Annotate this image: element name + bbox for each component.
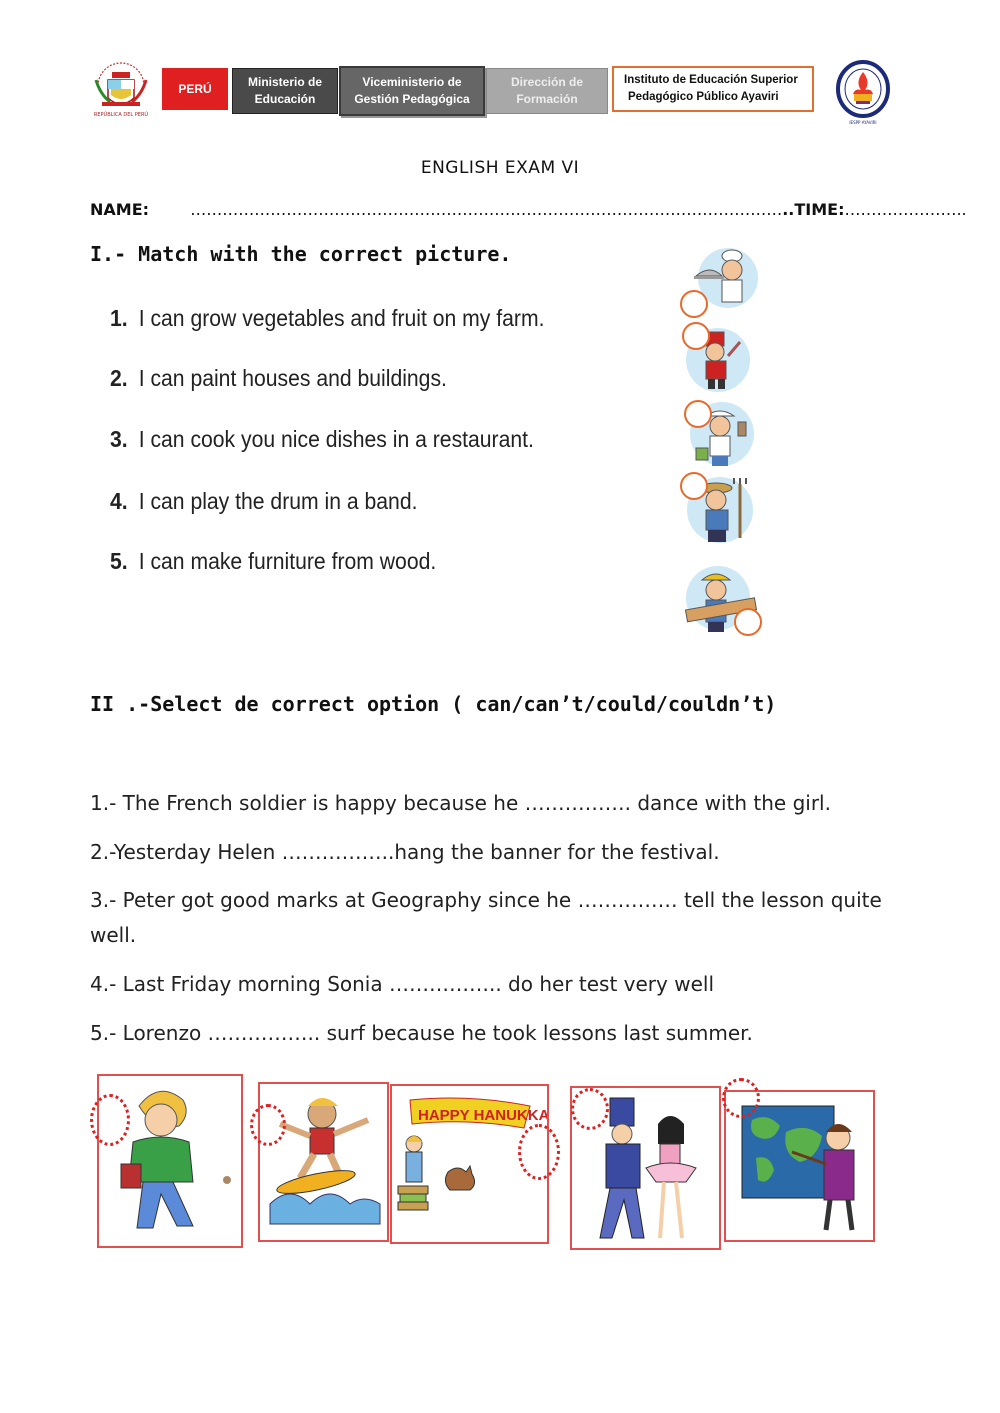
match-item-text: I can make furniture from wood. [138, 548, 437, 574]
answer-circle[interactable] [734, 608, 762, 636]
instituto-box [612, 66, 814, 112]
answer-circle[interactable] [684, 400, 712, 428]
answer-circle[interactable] [722, 1078, 760, 1118]
section2-heading: II .-Select de correct option ( can/can’t/could/couldn’t) [90, 692, 777, 716]
banner-text: HAPPY HANUKKA [418, 1107, 547, 1124]
question: 3.- Peter got good marks at Geography since he …………… tell the lesson quite well. [90, 888, 882, 947]
surfer-picture [258, 1082, 389, 1242]
ministerio-label: Ministerio de Educación [232, 68, 338, 114]
question: 2.-Yesterday Helen ……………..hang the banner for the festival. [90, 840, 720, 864]
match-item-text: I can play the drum in a band. [138, 488, 418, 514]
answer-circle[interactable] [518, 1124, 560, 1180]
answer-circle[interactable] [90, 1094, 130, 1146]
match-item-number: 3. [110, 426, 128, 452]
match-item-text: I can paint houses and buildings. [138, 365, 447, 391]
name-field[interactable]: ………………………………………………………………………………………………… [190, 200, 783, 219]
viceministerio-label: Viceministerio de Gestión Pedagógica [339, 66, 485, 116]
match-item [110, 488, 417, 515]
match-item-text: I can grow vegetables and fruit on my farm. [138, 305, 545, 331]
name-label: NAME: [90, 200, 150, 219]
question: 1.- The French soldier is happy because he ……………. dance with the girl. [90, 791, 831, 815]
time-field[interactable]: ………………….. [844, 200, 967, 219]
institute-logo-caption: IESPP AYAVIRI [849, 120, 877, 125]
peru-coat-of-arms [88, 58, 154, 114]
name-row [90, 200, 967, 219]
peru-label: PERÚ [162, 68, 228, 110]
exam-title: ENGLISH EXAM VI [420, 158, 580, 178]
question: 5.- Lorenzo …………….. surf because he took lessons last summer. [90, 1021, 753, 1045]
answer-circle[interactable] [682, 322, 710, 350]
match-item-text: I can cook you nice dishes in a restaurant. [138, 426, 534, 452]
answer-circle[interactable] [571, 1088, 609, 1130]
match-item [110, 426, 534, 453]
answer-circle[interactable] [680, 290, 708, 318]
match-item-number: 4. [110, 488, 128, 514]
match-item [110, 365, 447, 392]
instituto-line2: Pedagógico Público Ayaviri [628, 91, 779, 103]
question: 4.- Last Friday morning Sonia …………….. do her test very well [90, 972, 714, 996]
seal-caption: REPÚBLICA DEL PERÚ [93, 112, 149, 118]
instituto-line1: Instituto de Educación Superior [624, 74, 798, 86]
direccion-label: Dirección de Formación [486, 68, 608, 114]
match-item [110, 305, 544, 332]
section1-heading: I.- Match with the correct picture. [90, 242, 512, 266]
match-item-number: 5. [110, 548, 128, 574]
answer-circle[interactable] [680, 472, 708, 500]
answer-circle[interactable] [250, 1104, 286, 1146]
institute-logo [836, 60, 890, 118]
match-item [110, 548, 436, 575]
time-label: ..TIME: [782, 200, 845, 219]
match-item-number: 1. [110, 305, 128, 331]
match-item-number: 2. [110, 365, 128, 391]
